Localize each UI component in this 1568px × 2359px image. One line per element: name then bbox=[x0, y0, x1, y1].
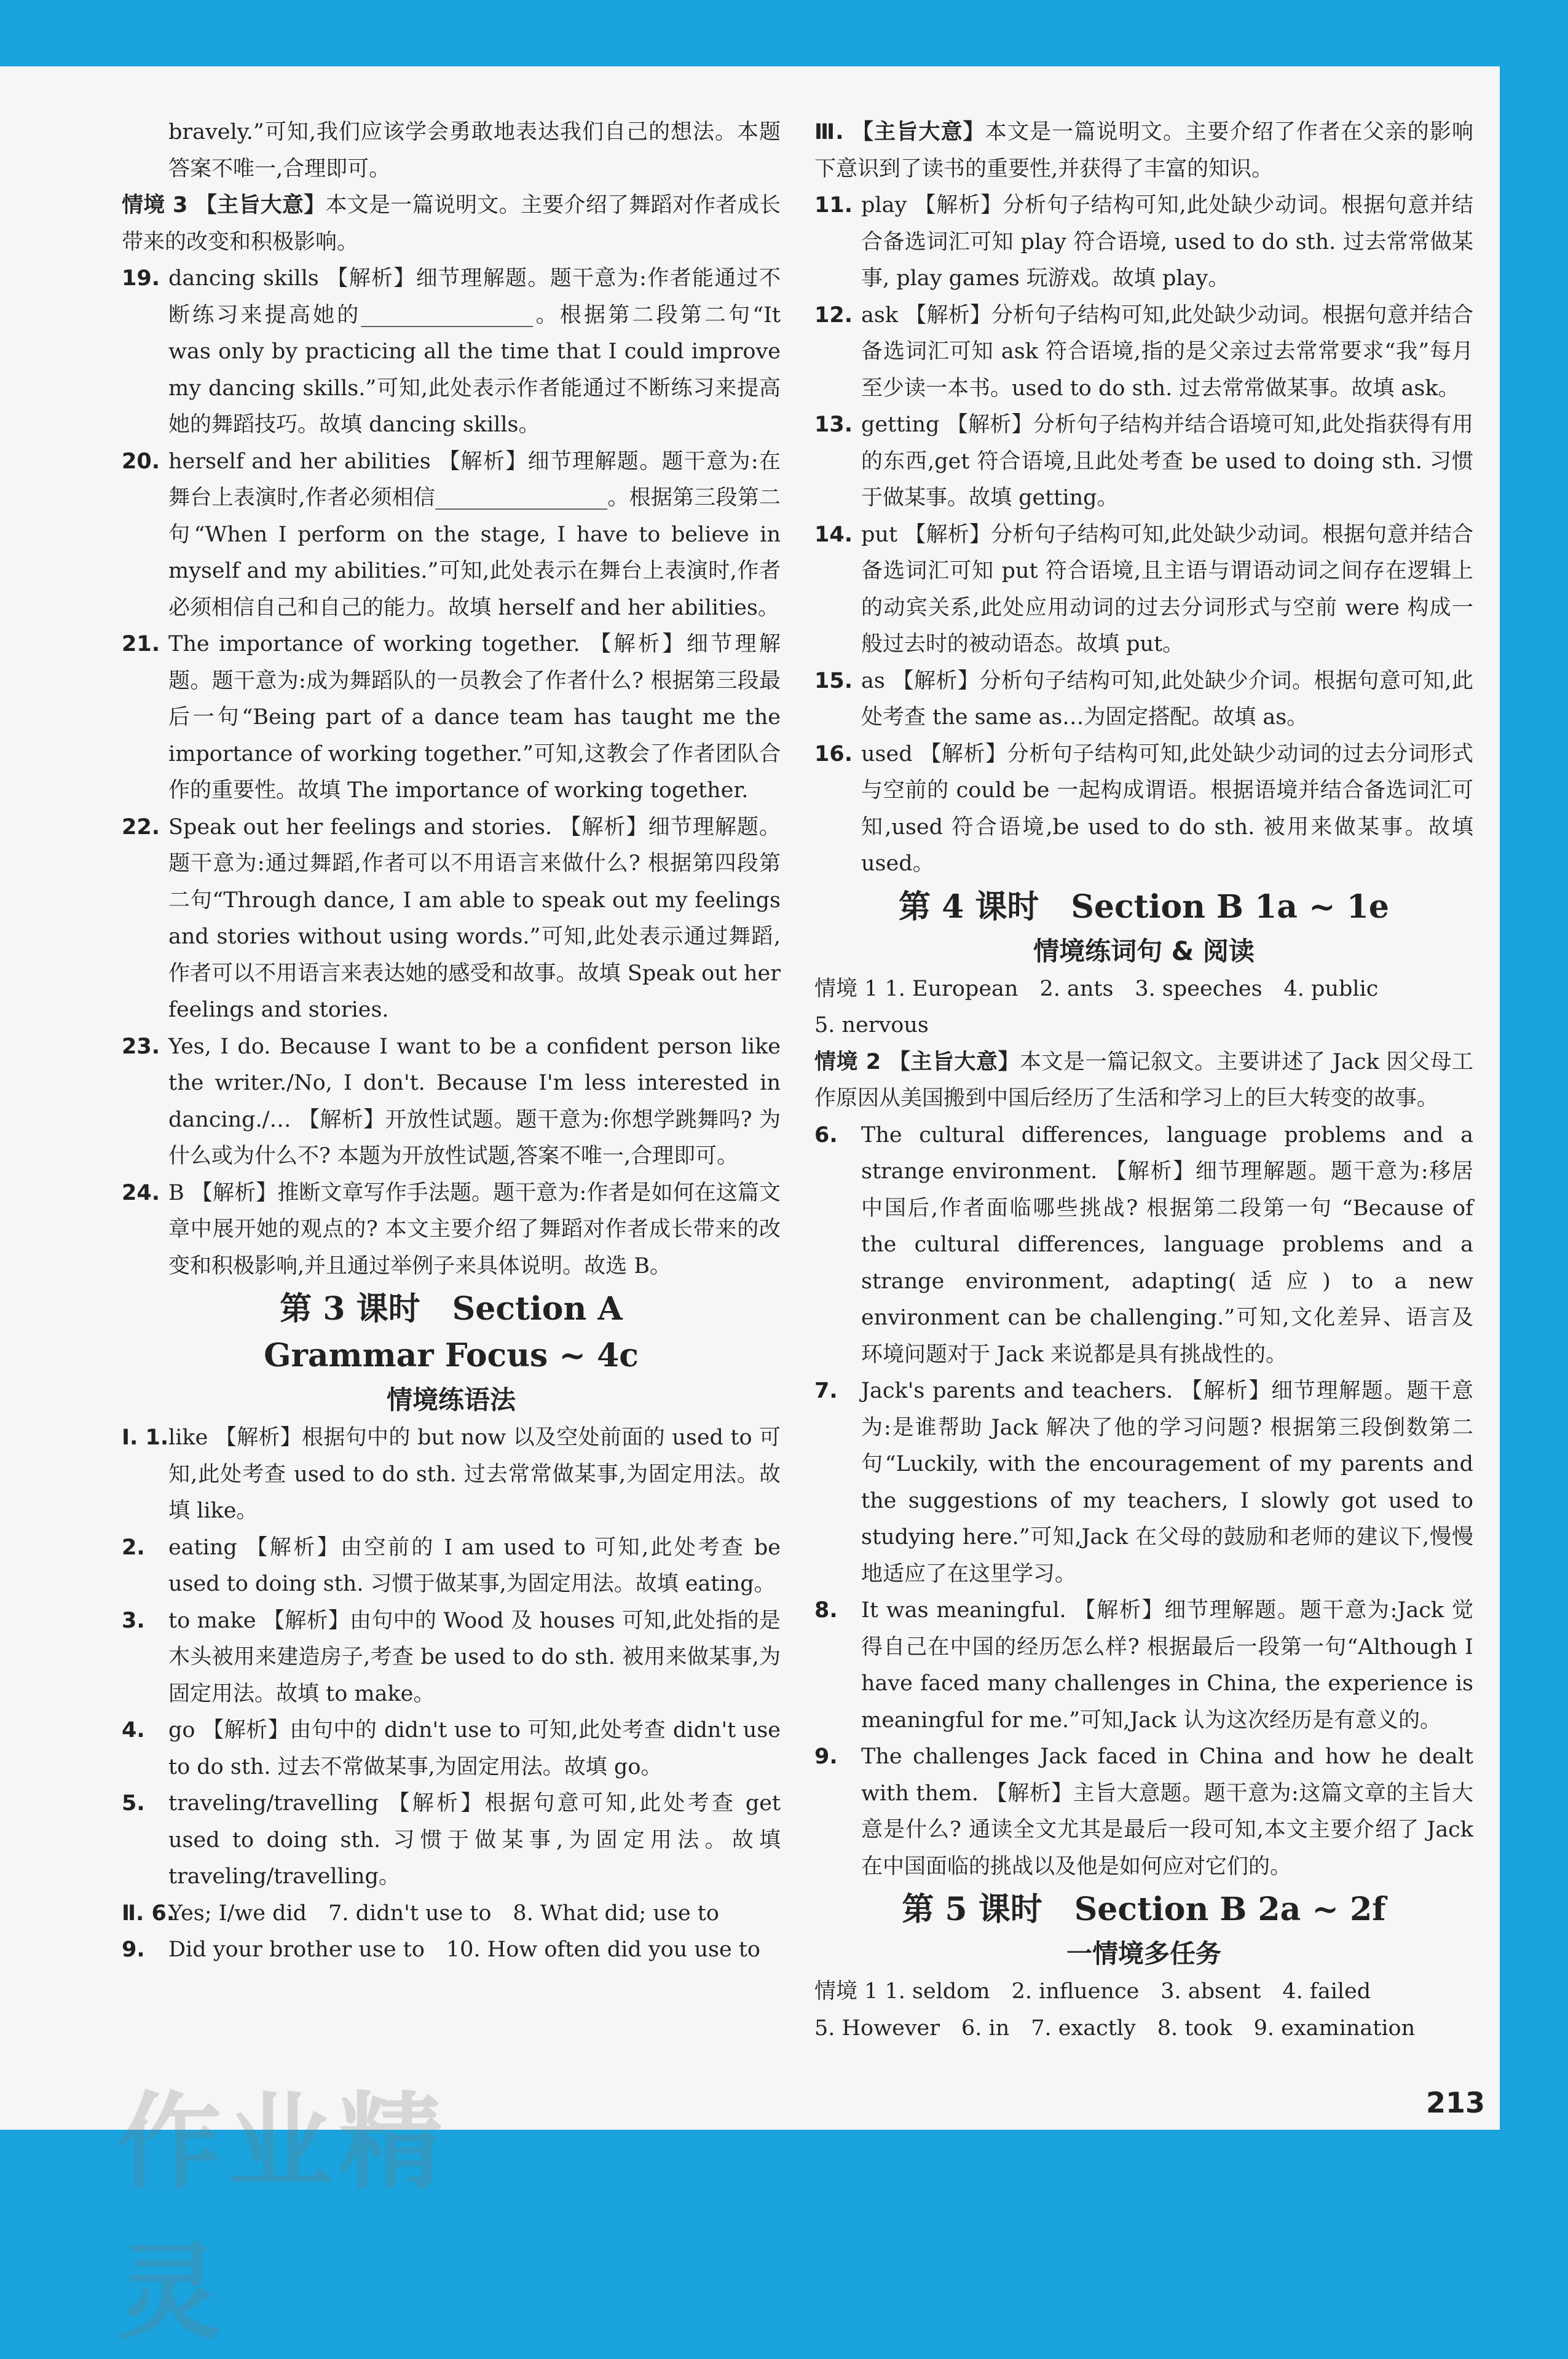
answer-item: 5. traveling/travelling 【解析】根据句意可知,此处考查 get used to doing sth. 习惯于做某事,为固定用法。故填 traveling/travelling。 bbox=[122, 1791, 781, 1889]
section-5-answers-cont: 5. However 6. in 7. exactly 8. took 9. examination bbox=[814, 2015, 1416, 2041]
answer-item: 19. dancing skills 【解析】细节理解题。题干意为:作者能通过不断练习来提高她的________________。根据第二段第二句“It was only by practicing all the time that I could improve my dancing skills.”可知,此处表示作者能通过不断练习来提高她的舞蹈技巧。故填 dancing skills。 bbox=[122, 266, 781, 437]
answer-item: 11. play 【解析】分析句子结构可知,此处缺少动词。根据句意并结合备选词汇可知 play 符合语境, used to do sth. 过去常常做某事, play games 玩游戏。故填 play。 bbox=[814, 193, 1473, 291]
answer-item: 4. go 【解析】由句中的 didn't use to 可知,此处考查 didn't use to do sth. 过去不常做某事,为固定用法。故填 go。 bbox=[122, 1718, 781, 1779]
answer-item: 20. herself and her abilities 【解析】细节理解题。题干意为:在舞台上表演时,作者必须相信________________。根据第三段第二句“When I perform on the stage, I have to believe in myself and my abilities.”可知,此处表示在舞台上表演时,作者必须相信自己和自己的能力。故填 herself and her abilities。 bbox=[122, 449, 781, 620]
grammar-answers bbox=[122, 1420, 781, 1969]
context-3-summary: 情境 3 【主旨大意】本文是一篇说明文。主要介绍了舞蹈对作者成长带来的改变和积极影响。 bbox=[122, 193, 781, 254]
context-2-summary: 情境 2 【主旨大意】本文是一篇记叙文。主要讲述了 Jack 因父母工作原因从美国搬到中国后经历了生活和学习上的巨大转变的故事。 bbox=[814, 1049, 1473, 1111]
answer-item: 3. to make 【解析】由句中的 Wood 及 houses 可知,此处指的是木头被用来建造房子,考查 be used to do sth. 被用来做某事,为固定用法。故填 to make。 bbox=[122, 1608, 781, 1706]
answer-item: 22. Speak out her feelings and stories. 【解析】细节理解题。题干意为:通过舞蹈,作者可以不用语言来做什么? 根据第四段第二句“Through dance, I am able to speak out my feelings and stories without using words.”可知,此处表示通过舞蹈,作者可以不用语言来表达她的感受和故事。故填 Speak out her feelings and stories. bbox=[122, 814, 781, 1022]
answer-item: 12. ask 【解析】分析句子结构可知,此处缺少动词。根据句意并结合备选词汇可知 ask 符合语境,指的是父亲过去常常要求“我”每月至少读一本书。used to do sth. 过去常常做某事。故填 ask。 bbox=[814, 302, 1473, 401]
section-3-task: 情境练语法 bbox=[386, 1385, 516, 1415]
answer-item: 8. It was meaningful. 【解析】细节理解题。题干意为:Jack 觉得自己在中国的经历怎么样? 根据最后一段第一句“Although I have faced many challenges in China, the experience is meaningful for me.”可知,Jack 认为这次经历是有意义的。 bbox=[814, 1598, 1473, 1733]
answers-11-16 bbox=[814, 187, 1473, 883]
answer-item: 23. Yes, I do. Because I want to be a confident person like the writer./No, I don't. Because I'm less interested in dancing./… 【解析】开放性试题。题干意为:你想学跳舞吗? 为什么或为什么不? 本题为开放性试题,答案不唯一,合理即可。 bbox=[122, 1034, 781, 1168]
section-4-task: 情境练词句 & 阅读 bbox=[1033, 935, 1255, 966]
context-1-answers: 情境 1 1. European 2. ants 3. speeches 4. public bbox=[814, 976, 1379, 1001]
answer-item: 7. Jack's parents and teachers. 【解析】细节理解题。题干意为:是谁帮助 Jack 解决了他的学习问题? 根据第三段倒数第二句“Luckily, with the encouragement of my parents and the suggestions of my teachers, I slowly got used to studying here.”可知,Jack 在父母的鼓励和老师的建议下,慢慢地适应了在这里学习。 bbox=[814, 1379, 1473, 1586]
answer-item: 6. The cultural differences, language problems and a strange environment. 【解析】细节理解题。题干意为:移居中国后,作者面临哪些挑战? 根据第二段第一句 “Because of the cultural differences, language problems and a strange environment, adapting(适应) to a new environment can be challenging.”可知,文化差异、语言及环境问题对于 Jack 来说都是具有挑战性的。 bbox=[814, 1122, 1473, 1367]
answer-item: 9. Did your brother use to 10. How often did you use to bbox=[122, 1937, 760, 1962]
section-5-title: 第 5 课时 Section B 2a ~ 2f bbox=[902, 1891, 1386, 1928]
page-number: 213 bbox=[1426, 2086, 1486, 2119]
right-column bbox=[814, 114, 1473, 2047]
section-4-title: 第 4 课时 Section B 1a ~ 1e bbox=[898, 888, 1390, 926]
section-3-title: 第 3 课时 Section A bbox=[280, 1290, 623, 1328]
section-5-task: 一情境多任务 bbox=[1066, 1939, 1221, 1969]
answer-item: Ⅱ. 6. Yes; I/we did 7. didn't use to 8. What did; use to bbox=[122, 1900, 719, 1926]
answer-page bbox=[0, 66, 1500, 2354]
answer-item: 16. used 【解析】分析句子结构可知,此处缺少动词的过去分词形式与空前的 could be 一起构成谓语。根据语境并结合备选词汇可知,used 符合语境,be used to do sth. 被用来做某事。故填 used。 bbox=[814, 741, 1473, 876]
answer-item: 15. as 【解析】分析句子结构可知,此处缺少介词。根据句意可知,此处考查 the same as…为固定搭配。故填 as。 bbox=[814, 668, 1473, 730]
context-1-answers-cont: 5. nervous bbox=[814, 1013, 929, 1038]
answer-item: 13. getting 【解析】分析句子结构并结合语境可知,此处指获得有用的东西,get 符合语境,且此处考查 be used to doing sth. 习惯于做某事。故填 getting。 bbox=[814, 412, 1473, 510]
answers-19-24 bbox=[122, 261, 781, 1285]
section-3-subtitle: Grammar Focus ~ 4c bbox=[264, 1337, 639, 1374]
answer-item: Ⅰ. 1. like 【解析】根据句中的 but now 以及空处前面的 used to 可知,此处考查 used to do sth. 过去常常做某事,为固定用法。故填 like。 bbox=[122, 1425, 781, 1523]
intro-paragraph: bravely.”可知,我们应该学会勇敢地表达我们自己的想法。本题答案不唯一,合理即可。 bbox=[168, 120, 781, 181]
answer-item: 24. B 【解析】推断文章写作手法题。题干意为:作者是如何在这篇文章中展开她的观点的? 本文主要介绍了舞蹈对作者成长带来的改变和积极影响,并且通过举例子来具体说明。故选 B。 bbox=[122, 1180, 781, 1278]
watermark-logo: 作业精灵 bbox=[117, 2082, 449, 2354]
answer-item: 9. The challenges Jack faced in China and how he dealt with them. 【解析】主旨大意题。题干意为:这篇文章的主旨大意是什么? 通读全文尤其是最后一段可知,本文主要介绍了 Jack 在中国面临的挑战以及他是如何应对它们的。 bbox=[814, 1744, 1473, 1879]
part-3-summary: Ⅲ. 【主旨大意】本文是一篇说明文。主要介绍了作者在父亲的影响下意识到了读书的重要性,并获得了丰富的知识。 bbox=[814, 120, 1473, 181]
answers-6-9 bbox=[814, 1117, 1473, 1886]
answer-item: 2. eating 【解析】由空前的 I am used to 可知,此处考查 be used to doing sth. 习惯于做某事,为固定用法。故填 eating。 bbox=[122, 1535, 781, 1596]
section-5-answers: 情境 1 1. seldom 2. influence 3. absent 4. failed bbox=[814, 1979, 1371, 2004]
left-column bbox=[122, 114, 781, 1969]
answer-item: 14. put 【解析】分析句子结构可知,此处缺少动词。根据句意并结合备选词汇可知 put 符合语境,且主语与谓语动词之间存在逻辑上的动宾关系,此处应用动词的过去分词形式与空前 were 构成一般过去时的被动语态。故填 put。 bbox=[814, 522, 1473, 656]
answer-item: 21. The importance of working together. 【解析】细节理解题。题干意为:成为舞蹈队的一员教会了作者什么? 根据第三段最后一句“Being part of a dance team has taught me the importance of working together.”可知,这教会了作者团队合作的重要性。故填 The importance of working together. bbox=[122, 632, 781, 803]
